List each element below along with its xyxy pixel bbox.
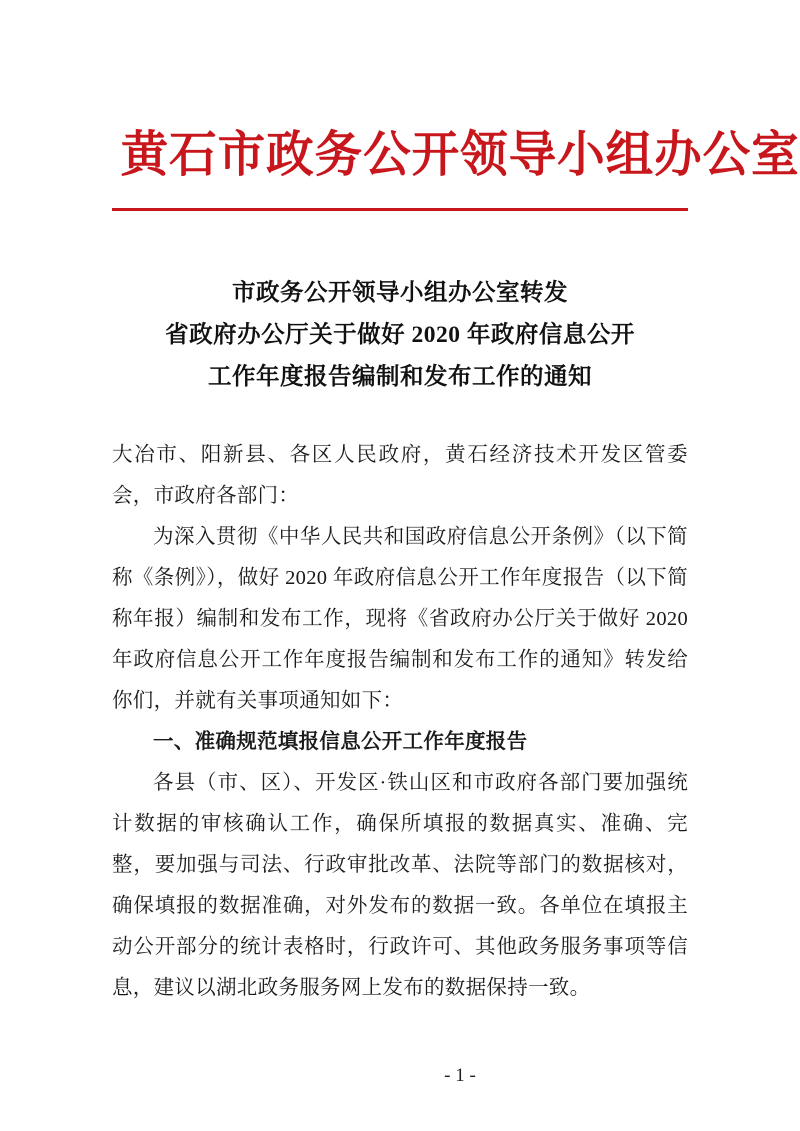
section-one-paragraph: 各县（市、区）、开发区·铁山区和市政府各部门要加强统计数据的审核确认工作，确保所填报的数据真实、准确、完整，要加强与司法、行政审批改革、法院等部门的数据核对，确保填报的数据准确，对外发布的数据一致。各单位在填报主动公开部分的统计表格时，行政许可、其他政务服务事项等信息，建议以湖北政务服务网上发布的数据保持一致。 <box>112 771 688 999</box>
masthead <box>112 0 800 211</box>
intro-paragraph: 为深入贯彻《中华人民共和国政府信息公开条例》（以下简称《条例》），做好 2020 年政府信息公开工作年度报告（以下简称年报）编制和发布工作，现将《省政府办公厅关于做好 2020 年政府信息公开工作年度报告编制和发布工作的通知》转发给你们，并就有关事项通知如下： <box>112 525 688 712</box>
masthead-divider <box>112 208 688 211</box>
page-number: - 1 - <box>444 1065 476 1086</box>
document-title-line-2: 省政府办公厅关于做好 2020 年政府信息公开 <box>165 322 635 349</box>
document-title <box>112 273 688 398</box>
section-heading-one: 一、准确规范填报信息公开工作年度报告 <box>153 730 528 753</box>
issuing-organization: 黄石市政务公开领导小组办公室 <box>120 125 800 183</box>
document-title-line-3: 工作年度报告编制和发布工作的通知 <box>208 364 592 390</box>
document-body <box>112 435 688 1009</box>
document-title-line-1: 市政务公开领导小组办公室转发 <box>232 280 568 307</box>
recipient-line: 大冶市、阳新县、各区人民政府，黄石经济技术开发区管委会，市政府各部门： <box>112 443 688 507</box>
